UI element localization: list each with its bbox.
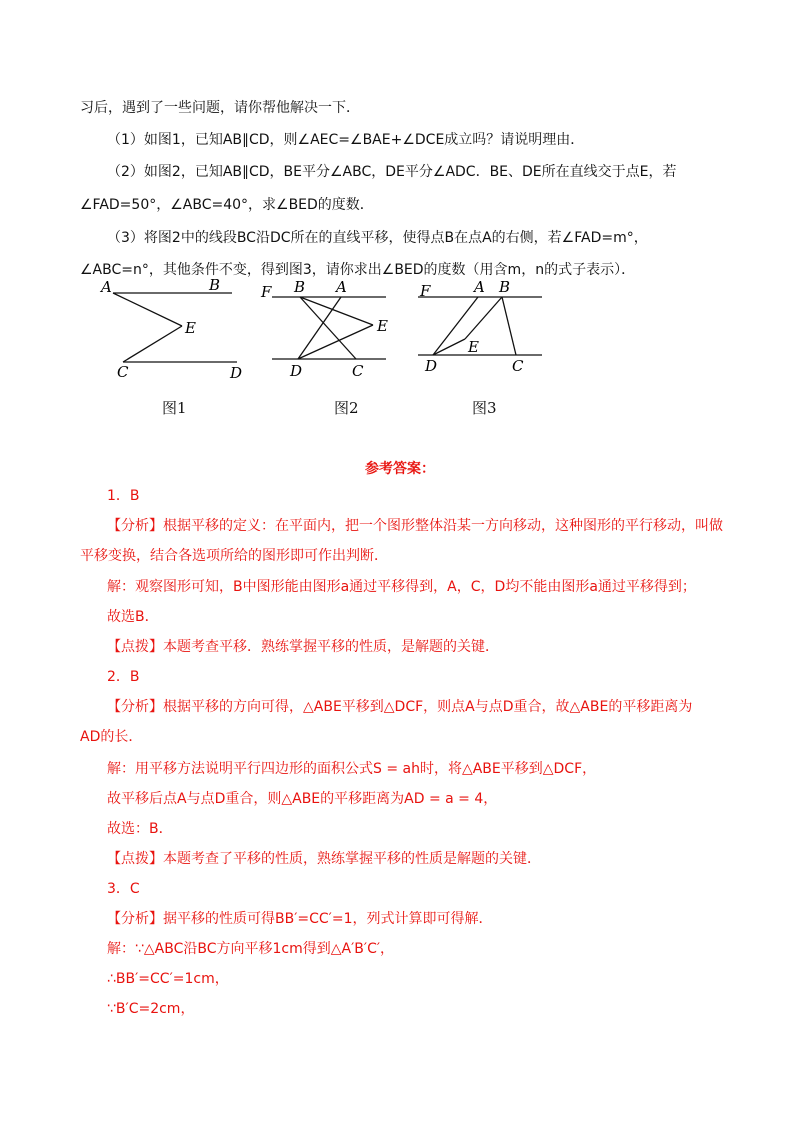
fig1-label-d: D bbox=[230, 364, 243, 382]
answer-1-solution: 解：观察图形可知，B中图形能由图形a通过平移得到，A，C，D均不能由图形a通过平移得到； bbox=[107, 579, 696, 595]
answer-1-analysis-line-1: 【分析】根据平移的定义：在平面内，把一个图形整体沿某一方向移动，这种图形的平行移动，叫做 bbox=[107, 518, 723, 534]
answers-heading: 参考答案： bbox=[365, 461, 435, 477]
answer-3-number: 3．C bbox=[107, 881, 140, 897]
fig2-label-a: A bbox=[336, 278, 347, 296]
question-3-line-2: ∠ABC=n°，其他条件不变，得到图3，请你求出∠BED的度数（用含m，n的式子表示）． bbox=[80, 262, 636, 278]
fig3-label-a: A bbox=[474, 278, 485, 296]
fig2-label-f: F bbox=[261, 283, 272, 301]
question-1: （1）如图1，已知AB∥CD，则∠AEC=∠BAE+∠DCE成立吗？请说明理由． bbox=[107, 132, 585, 148]
figure-2 bbox=[272, 297, 386, 359]
answer-2-analysis-line-2: AD的长． bbox=[80, 729, 143, 745]
fig2-label-c: C bbox=[352, 362, 364, 380]
fig3-label-f: F bbox=[420, 282, 431, 300]
fig2-label-d: D bbox=[290, 362, 303, 380]
answer-2-number: 2．B bbox=[107, 669, 140, 685]
figure-3 bbox=[418, 297, 542, 355]
answer-3-solution-line-2: ∴BB′=CC′=1cm， bbox=[107, 971, 229, 987]
fig1-label-e: E bbox=[185, 319, 196, 337]
fig1-label-a: A bbox=[101, 278, 112, 296]
answer-2-solution-line-2: 故平移后点A与点D重合，则△ABE的平移距离为AD = a = 4， bbox=[107, 791, 498, 807]
fig3-label-e: E bbox=[468, 338, 479, 356]
question-3-line-1: （3）将图2中的线段BC沿DC所在的直线平移，使得点B在点A的右侧，若∠FAD=m°， bbox=[107, 230, 648, 246]
answer-1-choice: 故选B． bbox=[107, 609, 159, 625]
fig2-label-e: E bbox=[377, 317, 388, 335]
question-2-line-2: ∠FAD=50°，∠ABC=40°，求∠BED的度数． bbox=[80, 197, 374, 213]
answer-3-analysis: 【分析】据平移的性质可得BB′=CC′=1，列式计算即可得解． bbox=[107, 911, 493, 927]
answer-2-solution-line-1: 解：用平移方法说明平行四边形的面积公式S = ah时，将△ABE平移到△DCF， bbox=[107, 761, 597, 777]
answer-1-analysis-line-2: 平移变换，结合各选项所给的图形即可作出判断． bbox=[80, 548, 388, 564]
answer-3-solution-line-3: ∵B′C=2cm， bbox=[107, 1001, 195, 1017]
answer-1-number: 1．B bbox=[107, 488, 140, 504]
answer-3-solution-line-1: 解：∵△ABC沿BC方向平移1cm得到△A′B′C′， bbox=[107, 941, 395, 957]
figure-3-caption: 图3 bbox=[472, 399, 497, 417]
answer-2-analysis-line-1: 【分析】根据平移的方向可得，△ABE平移到△DCF，则点A与点D重合，故△ABE的平移距离为 bbox=[107, 699, 693, 715]
figure-1 bbox=[113, 293, 237, 362]
fig2-label-b: B bbox=[294, 278, 306, 296]
figure-2-caption: 图2 bbox=[334, 399, 359, 417]
answer-2-point: 【点拨】本题考查了平移的性质，熟练掌握平移的性质是解题的关键． bbox=[107, 851, 541, 867]
fig1-label-b: B bbox=[209, 276, 221, 294]
fig3-label-d: D bbox=[425, 357, 438, 375]
fig3-label-b: B bbox=[499, 278, 511, 296]
answer-1-point: 【点拨】本题考查平移．熟练掌握平移的性质，是解题的关键． bbox=[107, 639, 499, 655]
figure-1-caption: 图1 bbox=[162, 399, 187, 417]
geometry-figures bbox=[0, 275, 800, 385]
fig3-label-c: C bbox=[512, 357, 524, 375]
fig1-label-c: C bbox=[117, 363, 129, 381]
answer-2-choice: 故选：B． bbox=[107, 821, 173, 837]
question-2-line-1: （2）如图2，已知AB∥CD，BE平分∠ABC，DE平分∠ADC．BE、DE所在直线交于点E，若 bbox=[107, 164, 677, 180]
problem-intro: 习后，遇到了一些问题，请你帮他解决一下． bbox=[80, 100, 360, 116]
